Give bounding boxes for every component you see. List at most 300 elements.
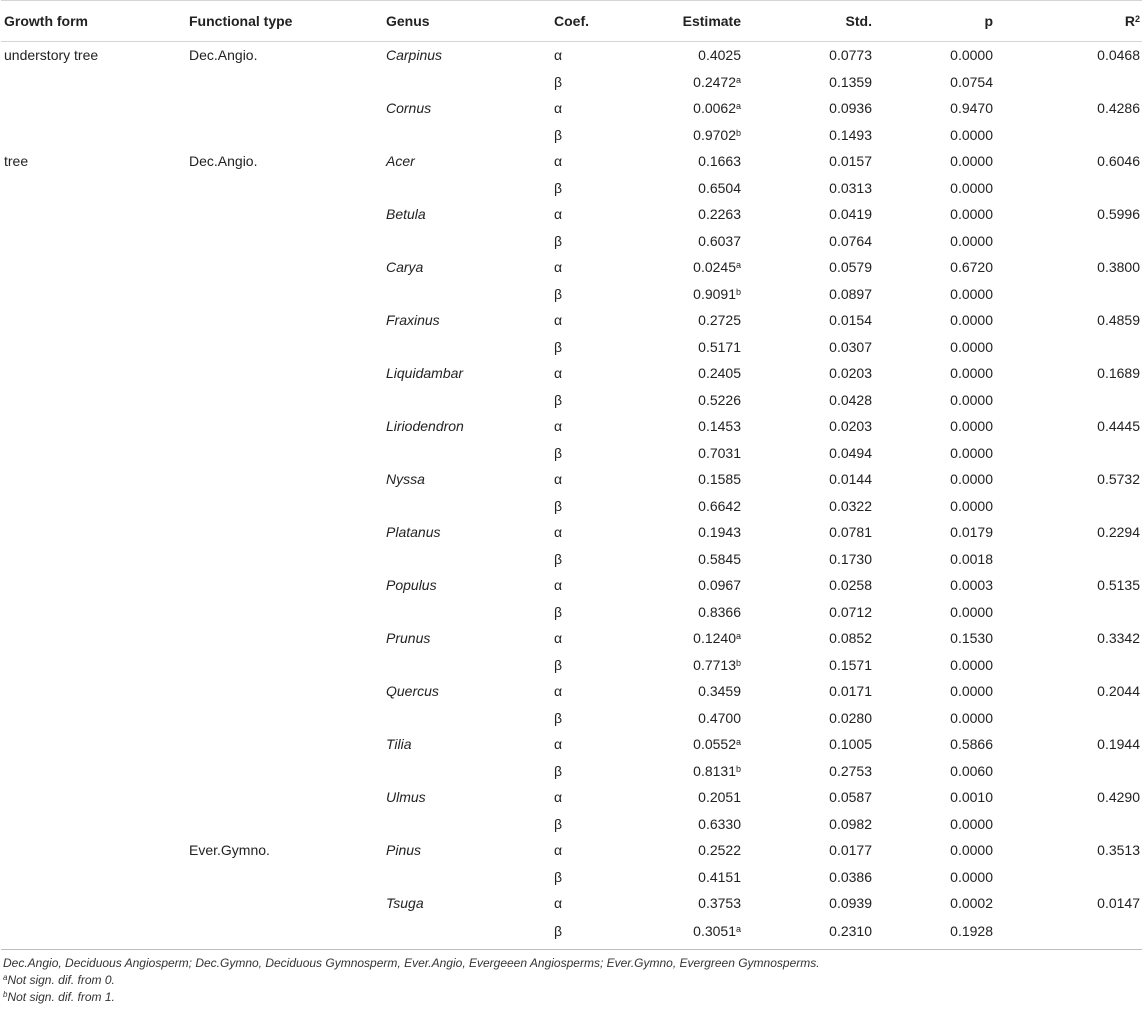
- cell-estimate: [610, 599, 743, 626]
- table-row: [1, 307, 1142, 334]
- table-row: [1, 493, 1142, 520]
- cell-estimate: [610, 837, 743, 864]
- col-header-functional-type: Functional type: [189, 1, 386, 42]
- cell-estimate: [610, 705, 743, 732]
- cell-estimate: [610, 546, 743, 573]
- cell-r2: [995, 864, 1142, 891]
- col-header-p: p: [874, 1, 995, 42]
- cell-genus: Betula: [386, 206, 426, 223]
- cell-genus: Acer: [386, 153, 415, 170]
- cell-functional-type: [189, 864, 386, 891]
- cell-growth-form: [1, 440, 189, 467]
- cell-genus: [386, 387, 554, 414]
- cell-functional-type: [189, 440, 386, 467]
- cell-genus: Carpinus: [386, 47, 443, 64]
- estimate-value: 0.0552: [693, 736, 736, 753]
- cell-estimate: [610, 307, 743, 334]
- cell-coef: α: [554, 736, 563, 753]
- cell-r2: [995, 175, 1142, 202]
- table-row: [1, 731, 1142, 758]
- cell-p: 0.0000: [950, 47, 993, 64]
- cell-estimate: [610, 917, 743, 945]
- cell-p: 0.0000: [950, 285, 993, 302]
- cell-std: 0.0712: [829, 603, 872, 620]
- cell-genus: [386, 69, 554, 96]
- cell-coef: β: [554, 709, 563, 726]
- cell-std: 0.0280: [829, 709, 872, 726]
- cell-r2: [995, 334, 1142, 361]
- estimate-value: 0.1240: [693, 630, 736, 647]
- cell-r2: [995, 69, 1142, 96]
- cell-genus: Tsuga: [386, 895, 424, 912]
- cell-std: 0.0419: [829, 206, 872, 223]
- cell-growth-form: [1, 69, 189, 96]
- table-row: [1, 811, 1142, 838]
- estimate-value: 0.0967: [698, 577, 741, 594]
- cell-p: 0.0000: [950, 391, 993, 408]
- cell-r2: 0.1689: [1097, 365, 1140, 382]
- cell-coef: α: [554, 683, 563, 700]
- estimate-value: 0.9702: [693, 126, 736, 143]
- estimate-value: 0.6504: [698, 179, 741, 196]
- cell-functional-type: [189, 917, 386, 945]
- estimate-value: 0.6037: [698, 232, 741, 249]
- table-row: [1, 864, 1142, 891]
- cell-std: 0.0936: [829, 100, 872, 117]
- cell-std: 0.1571: [829, 656, 872, 673]
- estimate-footnote-mark: b: [735, 127, 741, 138]
- cell-r2: 0.3342: [1097, 630, 1140, 647]
- cell-functional-type: [189, 228, 386, 255]
- cell-coef: β: [554, 338, 563, 355]
- estimate-value: 0.5845: [698, 550, 741, 567]
- cell-estimate: [610, 413, 743, 440]
- cell-std: 0.0386: [829, 868, 872, 885]
- col-header-genus: Genus: [386, 1, 554, 42]
- cell-estimate: [610, 784, 743, 811]
- estimate-value: 0.5171: [698, 338, 741, 355]
- cell-r2: 0.1944: [1097, 736, 1140, 753]
- estimate-footnote-mark: b: [735, 286, 741, 297]
- cell-coef: α: [554, 577, 563, 594]
- cell-genus: Pinus: [386, 842, 422, 859]
- cell-estimate: [610, 493, 743, 520]
- table-row: [1, 42, 1142, 69]
- cell-p: 0.1530: [950, 630, 993, 647]
- cell-coef: β: [554, 232, 563, 249]
- cell-growth-form: [1, 705, 189, 732]
- table-row: [1, 281, 1142, 308]
- cell-estimate: [610, 864, 743, 891]
- cell-coef: β: [554, 922, 563, 939]
- cell-std: 0.1005: [829, 736, 872, 753]
- cell-estimate: [610, 175, 743, 202]
- cell-growth-form: [1, 228, 189, 255]
- cell-r2: [995, 599, 1142, 626]
- table-row: [1, 440, 1142, 467]
- cell-estimate: [610, 811, 743, 838]
- cell-coef: α: [554, 418, 563, 435]
- cell-functional-type: [189, 69, 386, 96]
- cell-estimate: [610, 281, 743, 308]
- cell-r2: [995, 387, 1142, 414]
- col-header-growth-form: Growth form: [1, 1, 189, 42]
- table-row: [1, 69, 1142, 96]
- table-row: [1, 625, 1142, 652]
- cell-genus: Tilia: [386, 736, 412, 753]
- cell-genus: Populus: [386, 577, 437, 594]
- cell-estimate: [610, 334, 743, 361]
- cell-estimate: [610, 890, 743, 917]
- cell-r2: 0.3800: [1097, 259, 1140, 276]
- col-header-coef: Coef.: [554, 1, 610, 42]
- cell-functional-type: [189, 493, 386, 520]
- cell-estimate: [610, 678, 743, 705]
- cell-estimate: [610, 42, 743, 69]
- estimate-value: 0.2263: [698, 206, 741, 223]
- cell-genus: Nyssa: [386, 471, 425, 488]
- cell-functional-type: Ever.Gymno.: [189, 842, 270, 859]
- cell-genus: Liquidambar: [386, 365, 464, 382]
- cell-growth-form: [1, 95, 189, 122]
- cell-std: 0.2753: [829, 762, 872, 779]
- cell-estimate: [610, 228, 743, 255]
- estimate-value: 0.1663: [698, 153, 741, 170]
- cell-r2: [995, 705, 1142, 732]
- cell-growth-form: understory tree: [4, 47, 99, 64]
- cell-coef: α: [554, 842, 563, 859]
- cell-growth-form: [1, 758, 189, 785]
- cell-r2: [995, 917, 1142, 945]
- cell-functional-type: [189, 731, 386, 758]
- cell-coef: α: [554, 100, 563, 117]
- cell-p: 0.0000: [950, 656, 993, 673]
- cell-std: 0.0203: [829, 365, 872, 382]
- cell-p: 0.0000: [950, 497, 993, 514]
- footnote-b-mark: b: [3, 989, 8, 999]
- cell-p: 0.0000: [950, 126, 993, 143]
- cell-growth-form: [1, 334, 189, 361]
- cell-functional-type: [189, 360, 386, 387]
- footnote-a-mark: a: [3, 972, 8, 982]
- table-row: [1, 917, 1142, 945]
- cell-growth-form: [1, 307, 189, 334]
- cell-r2: 0.6046: [1097, 153, 1140, 170]
- cell-growth-form: [1, 175, 189, 202]
- cell-coef: α: [554, 524, 563, 541]
- cell-r2: 0.2294: [1097, 524, 1140, 541]
- estimate-value: 0.7031: [698, 444, 741, 461]
- cell-p: 0.0000: [950, 709, 993, 726]
- cell-growth-form: [1, 466, 189, 493]
- cell-p: 0.0000: [950, 312, 993, 329]
- cell-growth-form: [1, 890, 189, 917]
- estimate-value: 0.0245: [693, 259, 736, 276]
- cell-r2: 0.4445: [1097, 418, 1140, 435]
- estimate-value: 0.0062: [693, 100, 736, 117]
- table-row: [1, 175, 1142, 202]
- cell-std: 0.0258: [829, 577, 872, 594]
- estimate-value: 0.5226: [698, 391, 741, 408]
- cell-growth-form: [1, 917, 189, 945]
- cell-functional-type: [189, 599, 386, 626]
- cell-growth-form: [1, 784, 189, 811]
- cell-coef: β: [554, 285, 563, 302]
- cell-genus: Ulmus: [386, 789, 426, 806]
- estimate-value: 0.1585: [698, 471, 741, 488]
- cell-r2: [995, 228, 1142, 255]
- estimate-value: 0.8366: [698, 603, 741, 620]
- cell-std: 0.0781: [829, 524, 872, 541]
- estimate-value: 0.6330: [698, 815, 741, 832]
- cell-coef: α: [554, 312, 563, 329]
- cell-genus: [386, 599, 554, 626]
- cell-genus: [386, 864, 554, 891]
- cell-r2: [995, 281, 1142, 308]
- cell-functional-type: [189, 784, 386, 811]
- cell-coef: α: [554, 206, 563, 223]
- cell-functional-type: [189, 890, 386, 917]
- cell-functional-type: [189, 678, 386, 705]
- cell-p: 0.0179: [950, 524, 993, 541]
- cell-std: 0.0773: [829, 47, 872, 64]
- cell-genus: [386, 758, 554, 785]
- cell-p: 0.0002: [950, 895, 993, 912]
- cell-genus: [386, 122, 554, 149]
- cell-std: 0.0764: [829, 232, 872, 249]
- cell-r2: 0.5135: [1097, 577, 1140, 594]
- cell-r2: [995, 811, 1142, 838]
- cell-r2: 0.2044: [1097, 683, 1140, 700]
- cell-estimate: [610, 466, 743, 493]
- cell-estimate: [610, 758, 743, 785]
- cell-std: 0.2310: [829, 922, 872, 939]
- cell-r2: 0.4290: [1097, 789, 1140, 806]
- cell-functional-type: [189, 572, 386, 599]
- cell-growth-form: [1, 864, 189, 891]
- estimate-value: 0.7713: [693, 656, 736, 673]
- cell-r2: [995, 758, 1142, 785]
- cell-growth-form: [1, 731, 189, 758]
- table-row: [1, 122, 1142, 149]
- cell-estimate: [610, 652, 743, 679]
- estimate-footnote-mark: a: [735, 631, 741, 642]
- cell-std: 0.0494: [829, 444, 872, 461]
- cell-genus: [386, 652, 554, 679]
- cell-r2: 0.0147: [1097, 895, 1140, 912]
- cell-std: 0.0177: [829, 842, 872, 859]
- table-row: [1, 546, 1142, 573]
- cell-estimate: [610, 572, 743, 599]
- table-row: [1, 652, 1142, 679]
- cell-p: 0.0000: [950, 179, 993, 196]
- footnote-a: [3, 972, 1143, 989]
- cell-genus: Fraxinus: [386, 312, 440, 329]
- cell-functional-type: [189, 625, 386, 652]
- cell-growth-form: [1, 837, 189, 864]
- cell-coef: α: [554, 630, 563, 647]
- cell-genus: Prunus: [386, 630, 431, 647]
- table-footnotes: [0, 950, 1143, 1006]
- cell-growth-form: tree: [4, 153, 29, 170]
- cell-coef: β: [554, 444, 563, 461]
- cell-genus: [386, 546, 554, 573]
- cell-coef: β: [554, 179, 563, 196]
- cell-std: 0.0587: [829, 789, 872, 806]
- cell-growth-form: [1, 387, 189, 414]
- table-row: [1, 228, 1142, 255]
- cell-r2: 0.4859: [1097, 312, 1140, 329]
- estimate-value: 0.4025: [698, 47, 741, 64]
- cell-functional-type: [189, 307, 386, 334]
- cell-std: 0.0307: [829, 338, 872, 355]
- cell-genus: [386, 281, 554, 308]
- cell-coef: β: [554, 656, 563, 673]
- estimate-footnote-mark: a: [735, 260, 741, 271]
- cell-p: 0.0000: [950, 418, 993, 435]
- cell-coef: β: [554, 126, 563, 143]
- cell-estimate: [610, 519, 743, 546]
- cell-functional-type: [189, 281, 386, 308]
- cell-p: 0.6720: [950, 259, 993, 276]
- cell-growth-form: [1, 811, 189, 838]
- col-header-std: Std.: [743, 1, 874, 42]
- cell-estimate: [610, 360, 743, 387]
- cell-std: 0.0852: [829, 630, 872, 647]
- cell-growth-form: [1, 201, 189, 228]
- cell-genus: Platanus: [386, 524, 441, 541]
- table-row: [1, 572, 1142, 599]
- estimate-footnote-mark: a: [735, 101, 741, 112]
- estimate-value: 0.2051: [698, 789, 741, 806]
- cell-growth-form: [1, 254, 189, 281]
- cell-growth-form: [1, 122, 189, 149]
- cell-genus: Cornus: [386, 100, 432, 117]
- footnote-b-text: Not sign. dif. from 1.: [7, 989, 115, 1004]
- cell-p: 0.0000: [950, 206, 993, 223]
- col-header-estimate: Estimate: [610, 1, 743, 42]
- estimate-value: 0.8131: [693, 762, 736, 779]
- table-row: [1, 254, 1142, 281]
- cell-estimate: [610, 69, 743, 96]
- cell-genus: [386, 440, 554, 467]
- cell-std: 0.0322: [829, 497, 872, 514]
- cell-std: 0.0428: [829, 391, 872, 408]
- cell-growth-form: [1, 652, 189, 679]
- table-row: [1, 519, 1142, 546]
- cell-functional-type: [189, 705, 386, 732]
- cell-std: 0.0579: [829, 259, 872, 276]
- cell-functional-type: [189, 387, 386, 414]
- table-row: [1, 334, 1142, 361]
- cell-r2: [995, 493, 1142, 520]
- estimate-footnote-mark: b: [735, 657, 741, 668]
- footnote-b: [3, 989, 1143, 1006]
- cell-r2: 0.5732: [1097, 471, 1140, 488]
- cell-functional-type: [189, 254, 386, 281]
- cell-p: 0.0000: [950, 365, 993, 382]
- cell-p: 0.0000: [950, 471, 993, 488]
- cell-genus: [386, 811, 554, 838]
- table-row: [1, 705, 1142, 732]
- cell-p: 0.0754: [950, 73, 993, 90]
- cell-p: 0.0060: [950, 762, 993, 779]
- cell-functional-type: [189, 413, 386, 440]
- table-row: [1, 784, 1142, 811]
- cell-genus: [386, 493, 554, 520]
- cell-coef: β: [554, 73, 563, 90]
- estimate-value: 0.3051: [693, 922, 736, 939]
- table-row: [1, 890, 1142, 917]
- cell-r2: 0.4286: [1097, 100, 1140, 117]
- cell-genus: Carya: [386, 259, 424, 276]
- cell-estimate: [610, 122, 743, 149]
- cell-r2: [995, 122, 1142, 149]
- cell-coef: β: [554, 868, 563, 885]
- footnote-a-text: Not sign. dif. from 0.: [7, 972, 115, 987]
- cell-coef: β: [554, 815, 563, 832]
- cell-std: 0.1493: [829, 126, 872, 143]
- cell-growth-form: [1, 413, 189, 440]
- cell-coef: β: [554, 550, 563, 567]
- cell-r2: 0.3513: [1097, 842, 1140, 859]
- cell-coef: α: [554, 365, 563, 382]
- table-header: [1, 1, 1142, 42]
- cell-functional-type: [189, 811, 386, 838]
- cell-coef: α: [554, 895, 563, 912]
- estimate-footnote-mark: a: [735, 74, 741, 85]
- estimate-value: 0.6642: [698, 497, 741, 514]
- cell-coef: α: [554, 471, 563, 488]
- cell-growth-form: [1, 678, 189, 705]
- cell-p: 0.0000: [950, 815, 993, 832]
- cell-coef: α: [554, 47, 563, 64]
- estimate-footnote-mark: a: [735, 923, 741, 934]
- estimate-value: 0.1453: [698, 418, 741, 435]
- cell-growth-form: [1, 519, 189, 546]
- cell-estimate: [610, 95, 743, 122]
- cell-genus: [386, 334, 554, 361]
- estimate-value: 0.2725: [698, 312, 741, 329]
- cell-p: 0.0000: [950, 444, 993, 461]
- cell-p: 0.0018: [950, 550, 993, 567]
- cell-p: 0.0000: [950, 683, 993, 700]
- cell-functional-type: [189, 122, 386, 149]
- table-row: [1, 413, 1142, 440]
- col-header-r2: [995, 1, 1142, 42]
- cell-functional-type: [189, 175, 386, 202]
- cell-genus: [386, 228, 554, 255]
- cell-std: 0.0144: [829, 471, 872, 488]
- cell-growth-form: [1, 599, 189, 626]
- cell-functional-type: [189, 201, 386, 228]
- cell-std: 0.1730: [829, 550, 872, 567]
- cell-coef: β: [554, 497, 563, 514]
- cell-coef: β: [554, 391, 563, 408]
- cell-estimate: [610, 254, 743, 281]
- cell-functional-type: [189, 334, 386, 361]
- cell-p: 0.0000: [950, 842, 993, 859]
- table-row: [1, 599, 1142, 626]
- table-row: [1, 95, 1142, 122]
- estimate-value: 0.2522: [698, 842, 741, 859]
- estimate-footnote-mark: b: [735, 763, 741, 774]
- cell-p: 0.0010: [950, 789, 993, 806]
- cell-r2: [995, 546, 1142, 573]
- cell-p: 0.0003: [950, 577, 993, 594]
- cell-coef: β: [554, 603, 563, 620]
- cell-functional-type: [189, 519, 386, 546]
